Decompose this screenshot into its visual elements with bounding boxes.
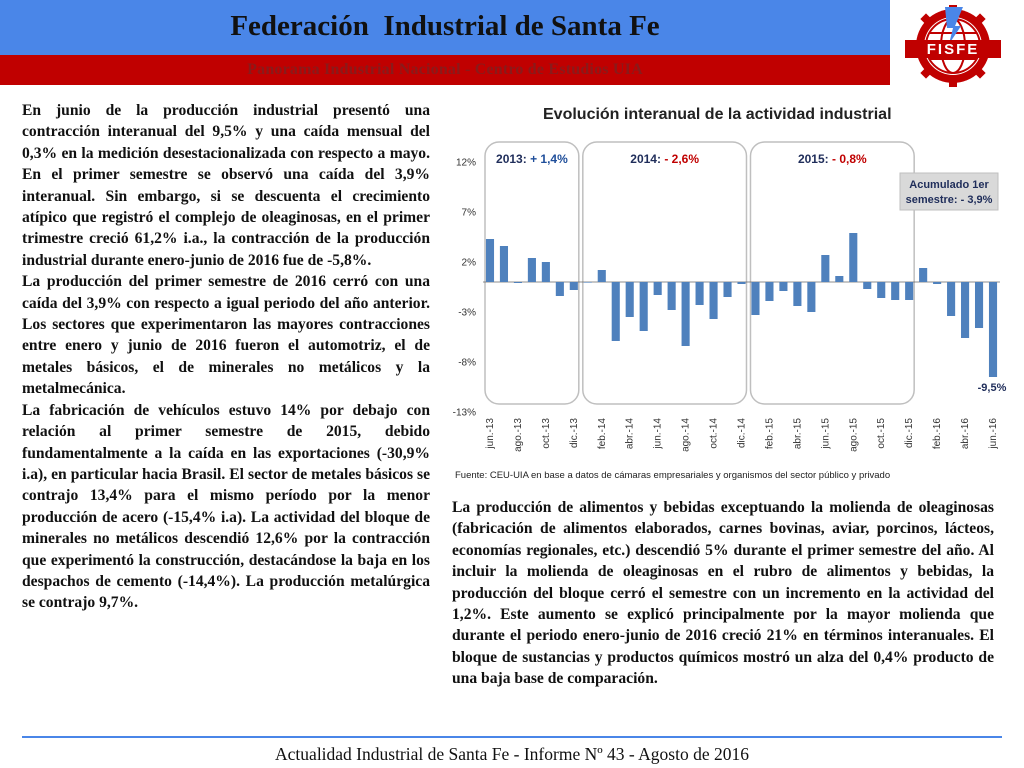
y-tick-label: 2% — [461, 257, 476, 269]
chart-bar — [947, 282, 955, 316]
x-tick-label: feb.-15 — [764, 418, 776, 450]
last-value-label: -9,5% — [977, 382, 1007, 394]
chart-bar — [654, 282, 662, 295]
chart-bar — [696, 282, 704, 305]
x-tick-label: ago.-13 — [512, 418, 524, 452]
chart-bar — [640, 282, 648, 331]
chart-bar — [668, 282, 676, 310]
paragraph: La producción de alimentos y bebidas exceptuando la molienda de oleaginosas (fabricación de alimentos elaborados, carnes bovinas, aviar, porcinos, lácteos, economías regionales, etc.) descendió 5% durante el primer semestre del año. Al incluir la molienda de oleaginosas en el rubro de alimentos y bebidas, la producción del bloque cerró el semestre con un incremento en la actividad del 1,2%. Este aumento se explicó principalmente por la mayor molienda que durante el periodo enero-junio de 2016 creció 21% en términos interanuales. El bloque de sustancias y productos químicos mostró un alza del 0,4% producto de una baja base de comparación. — [452, 499, 994, 688]
y-tick-label: 7% — [461, 207, 476, 219]
chart-bar — [500, 246, 508, 282]
year-group-box — [583, 142, 747, 404]
chart-bar — [737, 282, 745, 284]
paragraph: La fabricación de vehículos estuvo 14% por debajo con relación al primer semestre de 2015, debido fundamentalmente a la caída en las exportaciones (-30,9% i.a), en particular hacia Brasil. El sector de metales básicos se contrajo 13,4% para el mismo período por la menor producción de acero (-15,4% i.a). La actividad del bloque de minerales no metálicos descendió 12,6% por la contracción que experimentó la construcción, destacándose la baja en los despachos de cemento (-14,4%). La producción metalúrgica se contrajo 9,7%. — [22, 401, 430, 612]
chart-bar — [877, 282, 885, 298]
chart-title: Evolución interanual de la actividad industrial — [543, 106, 892, 123]
year-group-label: 2015: - 0,8% — [797, 152, 867, 166]
x-tick-label: dic.-14 — [736, 418, 748, 449]
chart-bar — [751, 282, 759, 315]
cumulative-box-line2: semestre: - 3,9% — [905, 194, 993, 206]
chart-bar — [723, 282, 731, 297]
chart-bar — [570, 282, 578, 290]
y-tick-label: -3% — [458, 307, 476, 319]
chart-bar — [598, 270, 606, 282]
chart-bar — [556, 282, 564, 296]
y-tick-label: -8% — [458, 357, 476, 369]
chart-bar — [528, 258, 536, 282]
footer-text: Actualidad Industrial de Santa Fe - Informe Nº 43 - Agosto de 2016 — [275, 744, 749, 764]
x-tick-label: ago.-15 — [848, 418, 860, 452]
x-tick-label: ago.-14 — [680, 418, 692, 452]
fisfe-logo — [905, 4, 1001, 90]
x-tick-label: feb.-14 — [596, 418, 608, 450]
year-group-label: 2013: + 1,4% — [496, 152, 568, 166]
x-tick-label: dic.-13 — [568, 418, 580, 449]
x-tick-label: abr.-15 — [792, 418, 804, 450]
page-title: Federación Industrial de Santa Fe — [230, 10, 660, 42]
x-tick-label: oct.-13 — [540, 418, 552, 449]
x-tick-label: oct.-15 — [876, 418, 888, 449]
chart-bar — [975, 282, 983, 328]
chart-bar — [710, 282, 718, 319]
chart-bar — [933, 282, 941, 284]
chart-bar — [514, 282, 522, 283]
chart-bar — [821, 255, 829, 282]
x-tick-label: jun.-13 — [484, 418, 496, 449]
x-tick-label: abr.-14 — [624, 418, 636, 450]
chart-bar — [891, 282, 899, 300]
y-tick-label: 12% — [455, 157, 476, 169]
chart-bar — [765, 282, 773, 301]
industrial-activity-chart — [445, 130, 1010, 470]
paragraph: La producción del primer semestre de 2016 cerró con una caída del 3,9% con respecto a igual periodo del año anterior. Los sectores que experimentaron las mayores contracciones entre enero y junio de 2016 fueron el automotriz, el de metales básicos, el de minerales no metálicos y la metalmecánica. — [22, 273, 430, 398]
chart-bar — [584, 282, 592, 283]
footer-divider — [22, 736, 1002, 738]
chart-bar — [989, 282, 997, 377]
left-text-column — [22, 100, 430, 614]
x-tick-label: jun.-15 — [820, 418, 832, 449]
chart-bar — [682, 282, 690, 346]
chart-bar — [849, 233, 857, 282]
chart-bar — [486, 239, 494, 282]
chart-bar — [961, 282, 969, 338]
cumulative-box-line1: Acumulado 1er — [909, 179, 989, 191]
chart-bar — [542, 262, 550, 282]
year-group-label: 2014: - 2,6% — [630, 152, 700, 166]
y-tick-label: -13% — [452, 407, 476, 419]
chart-bar — [807, 282, 815, 312]
right-text-column — [452, 497, 994, 690]
x-tick-label: jun.-16 — [988, 418, 1000, 449]
year-group-box — [750, 142, 914, 404]
x-tick-label: abr.-16 — [960, 418, 972, 450]
chart-bar — [626, 282, 634, 317]
chart-bar — [919, 268, 927, 282]
chart-bar — [905, 282, 913, 300]
x-tick-label: oct.-14 — [708, 418, 720, 449]
chart-bar — [835, 276, 843, 282]
chart-bar — [793, 282, 801, 306]
chart-bar — [612, 282, 620, 341]
page-subtitle: Panorama Industrial Nacional - Centro de Estudios UIA — [247, 61, 643, 78]
chart-bar — [779, 282, 787, 291]
paragraph: En junio de la producción industrial presentó una contracción interanual del 9,5% y una caída mensual del 0,3% en la medición desestacionalizada con respecto a mayo. En el primer semestre se observó una caída del 3,9% interanual. Sin embargo, si se descuenta el crecimiento atípico que registró el complejo de oleaginosas, en el primer trimestre creció 61,2% i.a., la contracción de la producción industrial durante enero-junio de 2016 fue de -5,8%. — [22, 102, 430, 269]
svg-text:FISFE: FISFE — [926, 41, 980, 58]
chart-source: Fuente: CEU-UIA en base a datos de cámaras empresariales y organismos del sector público y privado — [455, 470, 891, 481]
x-tick-label: feb.-16 — [932, 417, 944, 450]
x-tick-label: jun.-14 — [652, 418, 664, 449]
chart-bar — [863, 282, 871, 289]
x-tick-label: dic.-15 — [904, 418, 916, 449]
